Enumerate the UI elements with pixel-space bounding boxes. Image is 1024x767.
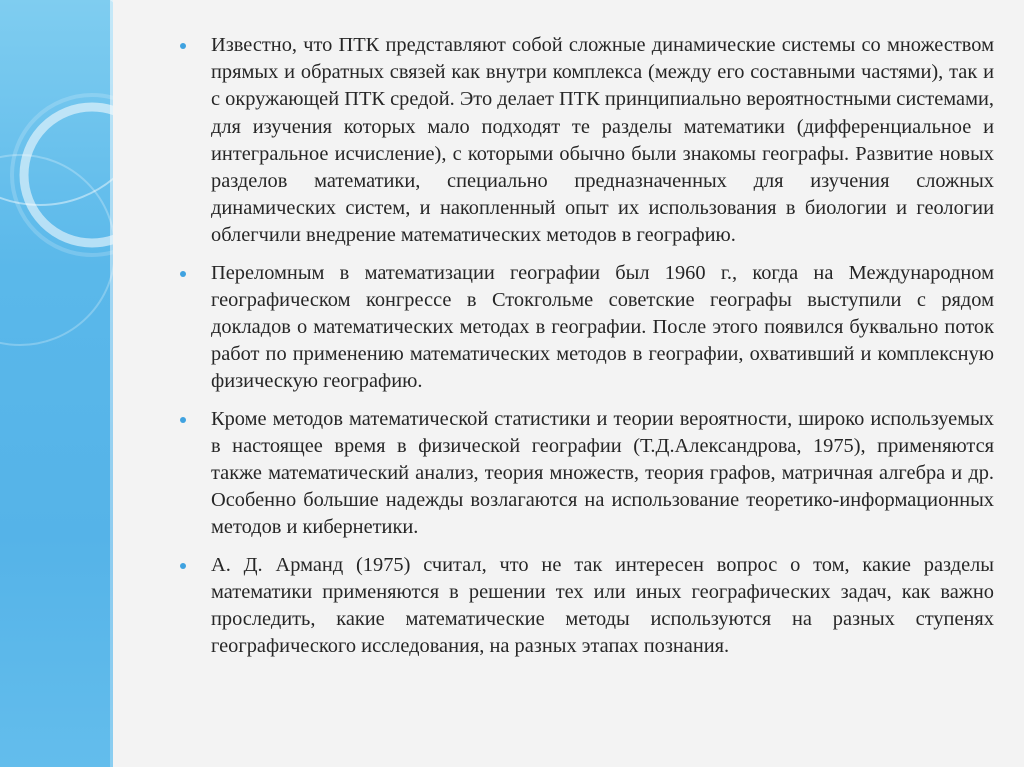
bullet-icon xyxy=(180,271,186,277)
slide-content xyxy=(176,32,994,670)
paragraph-text: Известно, что ПТК представляют собой сложные динамические системы со множеством прямых и обратных связей как внутри комплекса (между его составными частями), так и с окружающей ПТК средой. Это делает ПТК принципиально вероятностными системами, для изучения которых мало подходят те разделы математики (дифференциальное и интегральное исчисление), с которыми обычно были знакомы географы. Развитие новых разделов математики, специально предназначенных для изучения сложных динамических систем, и накопленный опыт их использования в биологии и геологии облегчили внедрение математических методов в географию. xyxy=(211,34,994,247)
panel-edge xyxy=(110,0,113,767)
paragraph-text: А. Д. Арманд (1975) считал, что не так интересен вопрос о том, какие разделы математики применяются в решении тех или иных географических задач, как важно проследить, какие математические методы используются на разных ступенях географического исследования, на разных этапах познания. xyxy=(211,553,994,658)
paragraph-4 xyxy=(176,552,994,661)
bullet-icon xyxy=(180,43,186,49)
paragraph-2 xyxy=(176,260,994,396)
bullet-icon xyxy=(180,417,186,423)
decorative-side-panel xyxy=(0,0,113,767)
paragraph-1 xyxy=(176,32,994,250)
paragraph-text: Кроме методов математической статистики и теории вероятности, широко используемых в настоящее время в физической географии (Т.Д.Александрова, 1975), применяются также математический анализ, теория множеств, теория графов, матричная алгебра и др. Особенно большие надежды возлагаются на использование теоретико-информационных методов и кибернетики. xyxy=(211,407,994,539)
paragraph-3 xyxy=(176,406,994,542)
paragraph-text: Переломным в математизации географии был 1960 г., когда на Международном географическом конгрессе в Стокгольме советские географы выступили с рядом докладов о математических методах в географии. После этого появился буквально поток работ по применению математических методов в географии, охвативший и комплексную физическую географию. xyxy=(211,261,994,393)
bullet-icon xyxy=(180,563,186,569)
decorative-rings xyxy=(0,0,113,767)
